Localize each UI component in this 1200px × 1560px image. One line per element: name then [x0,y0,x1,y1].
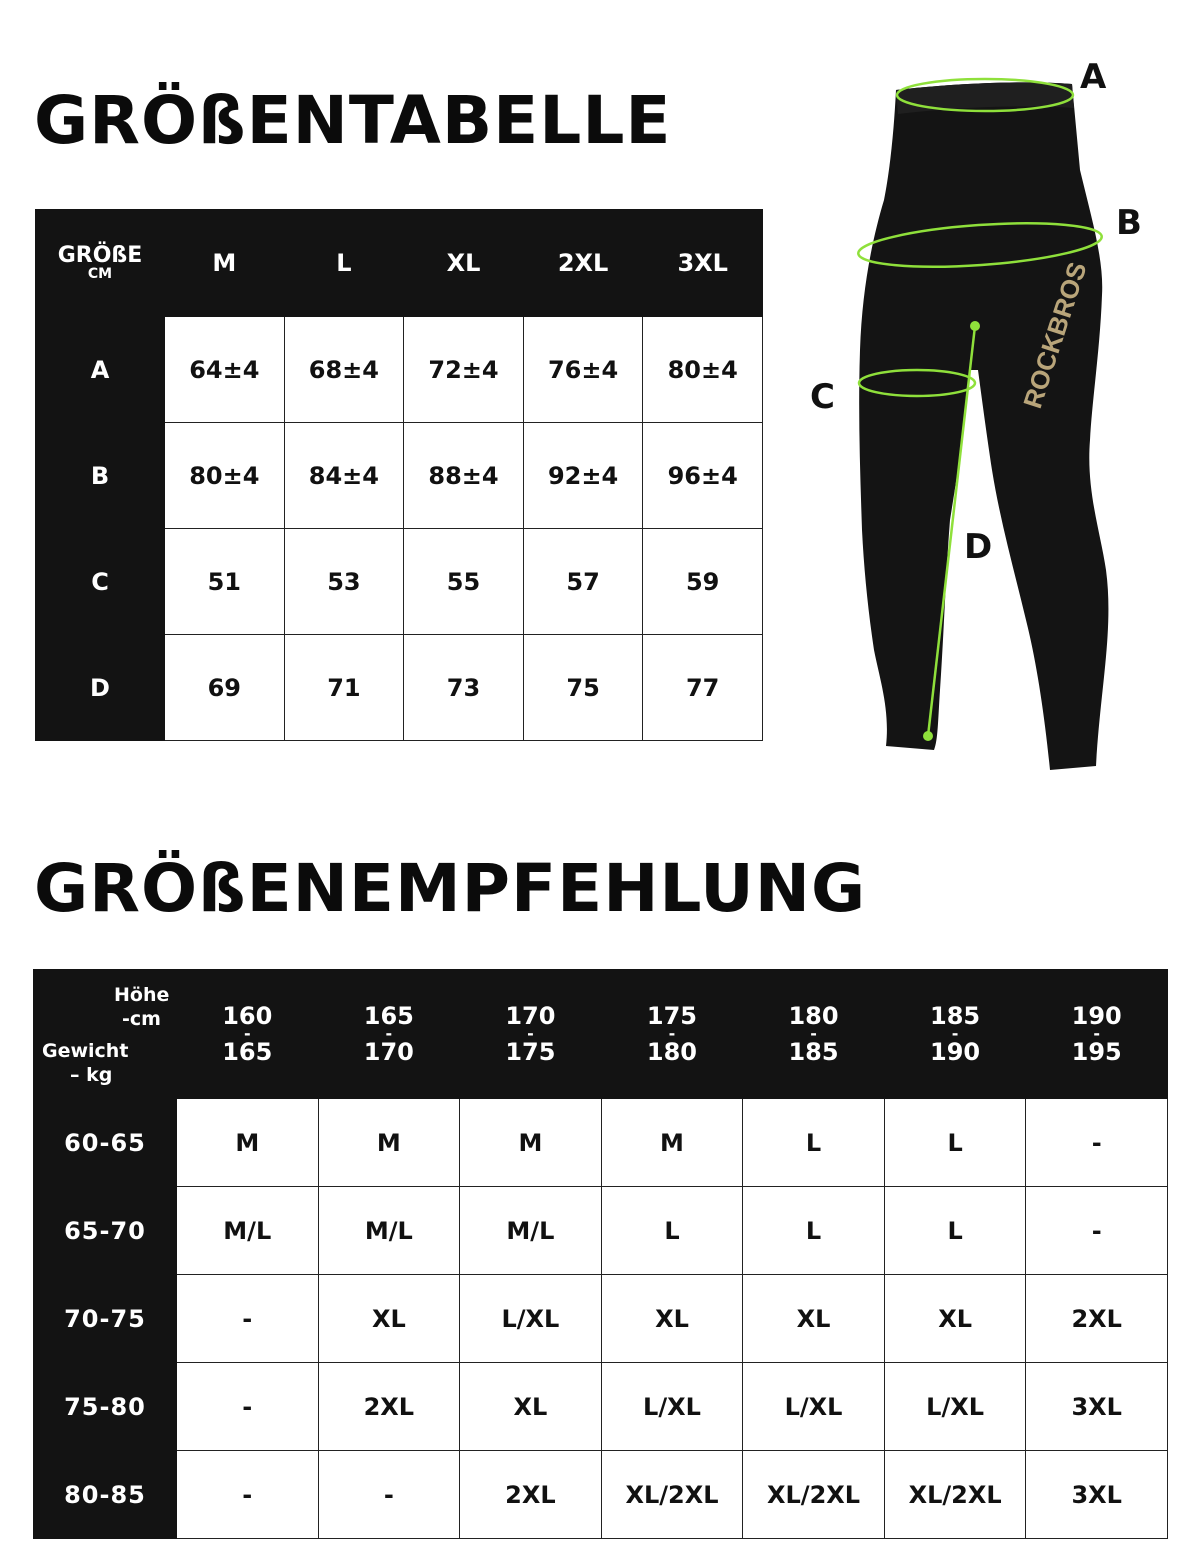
height-sep: - [243,1024,251,1044]
weight-label: 60-65 [34,1099,177,1187]
height-sep: - [668,1024,676,1044]
table-cell: M/L [318,1187,460,1275]
table-cell: L [743,1187,885,1275]
corner-weight-label: Gewicht [42,1040,129,1062]
table-cell: 80±4 [643,317,763,423]
row-label-d: D [36,635,165,741]
height-header [743,970,885,1099]
height-from: 180 [788,1001,839,1030]
table-cell: 57 [523,529,643,635]
measure-label-d: D [964,527,993,567]
size-header-xl: XL [404,210,524,317]
table-cell: - [1026,1099,1168,1187]
table-row [36,317,763,423]
table-cell: - [177,1363,319,1451]
table-cell: 59 [643,529,763,635]
table-cell: 80±4 [165,423,285,529]
table-cell: M [177,1099,319,1187]
measure-label-b: B [1116,203,1142,243]
height-from: 165 [363,1001,414,1030]
height-from: 185 [930,1001,981,1030]
height-sep: - [1093,1024,1100,1044]
table-cell: 88±4 [404,423,524,529]
table-cell: 76±4 [523,317,643,423]
height-to: 195 [1071,1037,1122,1066]
table-cell: XL [460,1363,602,1451]
height-to: 190 [930,1037,981,1066]
table-cell: XL [601,1275,743,1363]
height-sep: - [527,1024,534,1044]
corner-label: GRÖßE [57,243,143,268]
height-header [318,970,460,1099]
table-cell: L [601,1187,743,1275]
table-cell: 68±4 [284,317,404,423]
table-cell: 51 [165,529,285,635]
table-cell: 2XL [460,1451,602,1539]
measure-label-a: A [1080,57,1107,97]
corner-height-unit: -cm [122,1008,161,1030]
table-row [34,1187,1168,1275]
table-cell: XL/2XL [743,1451,885,1539]
tights-measurement-diagram [800,50,1160,790]
table-cell: M [601,1099,743,1187]
height-sep: - [385,1024,393,1044]
table-cell: - [177,1451,319,1539]
table-cell: 3XL [1026,1363,1168,1451]
table-cell: XL/2XL [601,1451,743,1539]
measure-label-c: C [810,377,835,417]
table-cell: 69 [165,635,285,741]
recommendation-corner [34,970,177,1099]
height-from: 175 [646,1001,698,1030]
table-cell: 77 [643,635,763,741]
table-cell: L/XL [743,1363,885,1451]
table-cell: 2XL [318,1363,460,1451]
table-cell: - [1026,1187,1168,1275]
table-cell: 55 [404,529,524,635]
corner-height-label: Höhe [114,984,170,1006]
table-row [34,1451,1168,1539]
table-cell: M/L [177,1187,319,1275]
table-cell: 71 [284,635,404,741]
table-cell: 3XL [1026,1451,1168,1539]
corner-weight-unit: – kg [70,1064,113,1086]
row-label-a: A [36,317,165,423]
row-label-b: B [36,423,165,529]
height-header [601,970,743,1099]
size-chart-title: GRÖßENTABELLE [34,82,672,159]
height-to: 180 [646,1037,698,1066]
table-cell: 73 [404,635,524,741]
table-cell: 96±4 [643,423,763,529]
size-header-3xl: 3XL [643,210,763,317]
table-cell: M [318,1099,460,1187]
tights-silhouette [859,82,1108,770]
recommendation-title: GRÖßENEMPFEHLUNG [34,850,867,927]
table-cell: M/L [460,1187,602,1275]
table-cell: - [177,1275,319,1363]
table-cell: L [884,1187,1026,1275]
table-cell: 75 [523,635,643,741]
weight-label: 80-85 [34,1451,177,1539]
corner-unit: CM [87,266,113,282]
size-chart-table [35,209,763,741]
table-row [36,423,763,529]
table-cell: L/XL [601,1363,743,1451]
size-header-l: L [284,210,404,317]
table-cell: 92±4 [523,423,643,529]
height-to: 165 [222,1037,273,1066]
height-sep: - [951,1024,959,1044]
table-cell: L/XL [460,1275,602,1363]
brand-lettering: ROCKBROS [1017,258,1093,412]
size-chart-corner [36,210,165,317]
table-cell: XL/2XL [884,1451,1026,1539]
height-header [177,970,319,1099]
height-to: 175 [505,1037,556,1066]
table-row [34,1099,1168,1187]
size-header-2xl: 2XL [523,210,643,317]
table-cell: 84±4 [284,423,404,529]
table-cell: XL [884,1275,1026,1363]
height-header [1026,970,1168,1099]
height-from: 190 [1071,1001,1122,1030]
weight-label: 65-70 [34,1187,177,1275]
height-header [460,970,602,1099]
table-cell: L [743,1099,885,1187]
table-cell: 53 [284,529,404,635]
measure-d-start-dot [970,321,980,331]
table-cell: M [460,1099,602,1187]
recommendation-table [33,969,1168,1539]
weight-label: 70-75 [34,1275,177,1363]
table-cell: XL [318,1275,460,1363]
row-label-c: C [36,529,165,635]
height-to: 170 [363,1037,414,1066]
table-row [34,1363,1168,1451]
size-header-m: M [165,210,285,317]
table-cell: - [318,1451,460,1539]
size-chart-header-row [36,210,763,317]
table-cell: XL [743,1275,885,1363]
table-cell: 72±4 [404,317,524,423]
height-from: 170 [505,1001,556,1030]
table-row [34,1275,1168,1363]
height-from: 160 [222,1001,273,1030]
table-cell: 64±4 [165,317,285,423]
table-row [36,635,763,741]
table-cell: L/XL [884,1363,1026,1451]
height-header [884,970,1026,1099]
measure-d-end-dot [923,731,933,741]
height-sep: - [810,1024,817,1044]
table-cell: L [884,1099,1026,1187]
recommendation-header-row [34,970,1168,1099]
weight-label: 75-80 [34,1363,177,1451]
table-cell: 2XL [1026,1275,1168,1363]
table-row [36,529,763,635]
height-to: 185 [788,1037,839,1066]
